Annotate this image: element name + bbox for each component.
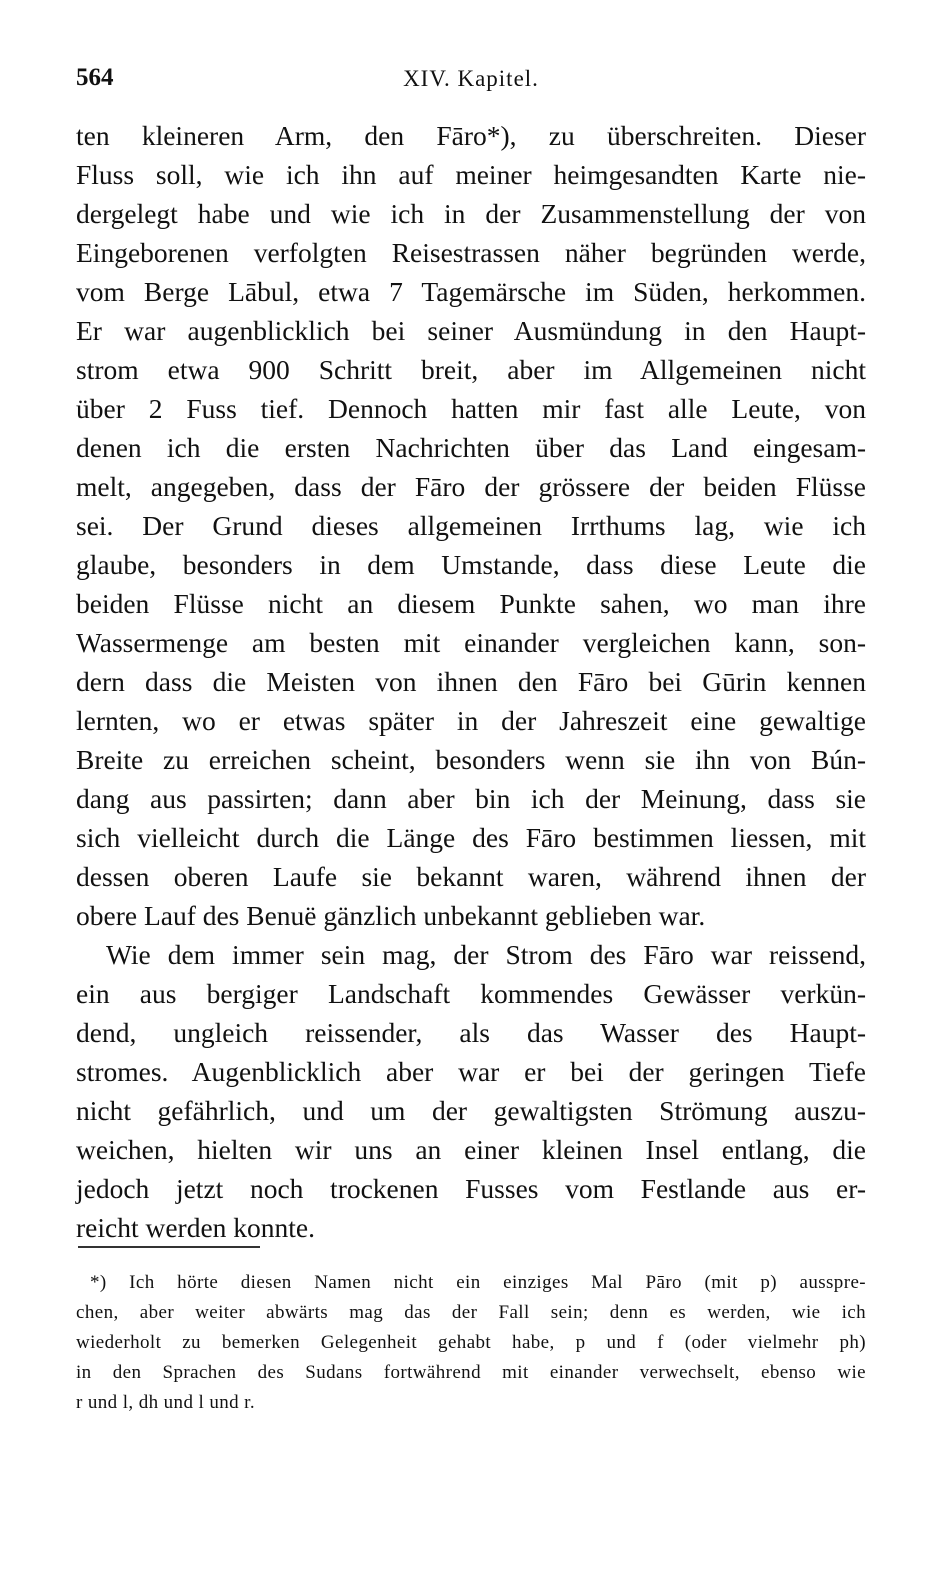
text-line: strom etwa 900 Schritt breit, aber im Allgemeinen nicht: [76, 354, 866, 385]
text-line: stromes. Augenblicklich aber war er bei der geringen Tiefe: [76, 1056, 866, 1087]
text-line: melt, angegeben, dass der Fāro der grössere der beiden Flüsse: [76, 471, 866, 502]
text-line: über 2 Fuss tief. Dennoch hatten mir fast alle Leute, von: [76, 393, 866, 424]
text-line: Er war augenblicklich bei seiner Ausmündung in den Haupt-: [76, 315, 866, 346]
footnote: [76, 1268, 866, 1418]
text-line: Breite zu erreichen scheint, besonders wenn sie ihn von Bún-: [76, 744, 866, 775]
footnote-line: chen, aber weiter abwärts mag das der Fall sein; denn es werden, wie ich: [76, 1302, 866, 1323]
text-line: vom Berge Lābul, etwa 7 Tagemärsche im Süden, herkommen.: [76, 276, 866, 307]
running-head: XIV. Kapitel.: [403, 66, 539, 91]
text-line: dessen oberen Laufe sie bekannt waren, während ihnen der: [76, 861, 866, 892]
text-line: sich vielleicht durch die Länge des Fāro bestimmen liessen, mit: [76, 822, 866, 853]
footnote-line: in den Sprachen des Sudans fortwährend mit einander verwechselt, ebenso wie: [76, 1362, 866, 1383]
text-line: weichen, hielten wir uns an einer kleinen Insel entlang, die: [76, 1134, 866, 1165]
text-line: Eingeborenen verfolgten Reisestrassen näher begründen werde,: [76, 237, 866, 268]
text-line: dend, ungleich reissender, als das Wasser des Haupt-: [76, 1017, 866, 1048]
text-line: ten kleineren Arm, den Fāro*), zu überschreiten. Dieser: [76, 120, 866, 151]
page-number: 564: [76, 64, 114, 91]
page-header: [76, 64, 866, 100]
footnote-rule: [78, 1246, 260, 1248]
footnote-line: *) Ich hörte diesen Namen nicht ein einziges Mal Pāro (mit p) ausspre-: [90, 1272, 866, 1293]
text-line: nicht gefährlich, und um der gewaltigsten Strömung auszu-: [76, 1095, 866, 1126]
text-line: jedoch jetzt noch trockenen Fusses vom Festlande aus er-: [76, 1173, 866, 1204]
text-line: beiden Flüsse nicht an diesem Punkte sahen, wo man ihre: [76, 588, 866, 619]
text-line: dergelegt habe und wie ich in der Zusammenstellung der von: [76, 198, 866, 229]
text-line: obere Lauf des Benuë gänzlich unbekannt geblieben war.: [76, 900, 706, 931]
footnote-line: wiederholt zu bemerken Gelegenheit gehabt habe, p und f (oder vielmehr ph): [76, 1332, 866, 1353]
text-line: denen ich die ersten Nachrichten über das Land eingesam-: [76, 432, 866, 463]
text-line: dern dass die Meisten von ihnen den Fāro bei Gūrin kennen: [76, 666, 866, 697]
text-line: lernten, wo er etwas später in der Jahreszeit eine gewaltige: [76, 705, 866, 736]
text-line: dang aus passirten; dann aber bin ich der Meinung, dass sie: [76, 783, 866, 814]
body-text: [76, 116, 866, 1247]
text-line: ein aus bergiger Landschaft kommendes Gewässer verkün-: [76, 978, 866, 1009]
footnote-line: r und l, dh und l und r.: [76, 1392, 256, 1413]
text-line: reicht werden konnte.: [76, 1212, 316, 1243]
text-line: glaube, besonders in dem Umstande, dass diese Leute die: [76, 549, 866, 580]
text-line: Wassermenge am besten mit einander vergleichen kann, son-: [76, 627, 866, 658]
text-line: sei. Der Grund dieses allgemeinen Irrthums lag, wie ich: [76, 510, 866, 541]
text-line: Fluss soll, wie ich ihn auf meiner heimgesandten Karte nie-: [76, 159, 866, 190]
text-line: Wie dem immer sein mag, der Strom des Fāro war reissend,: [106, 939, 866, 970]
